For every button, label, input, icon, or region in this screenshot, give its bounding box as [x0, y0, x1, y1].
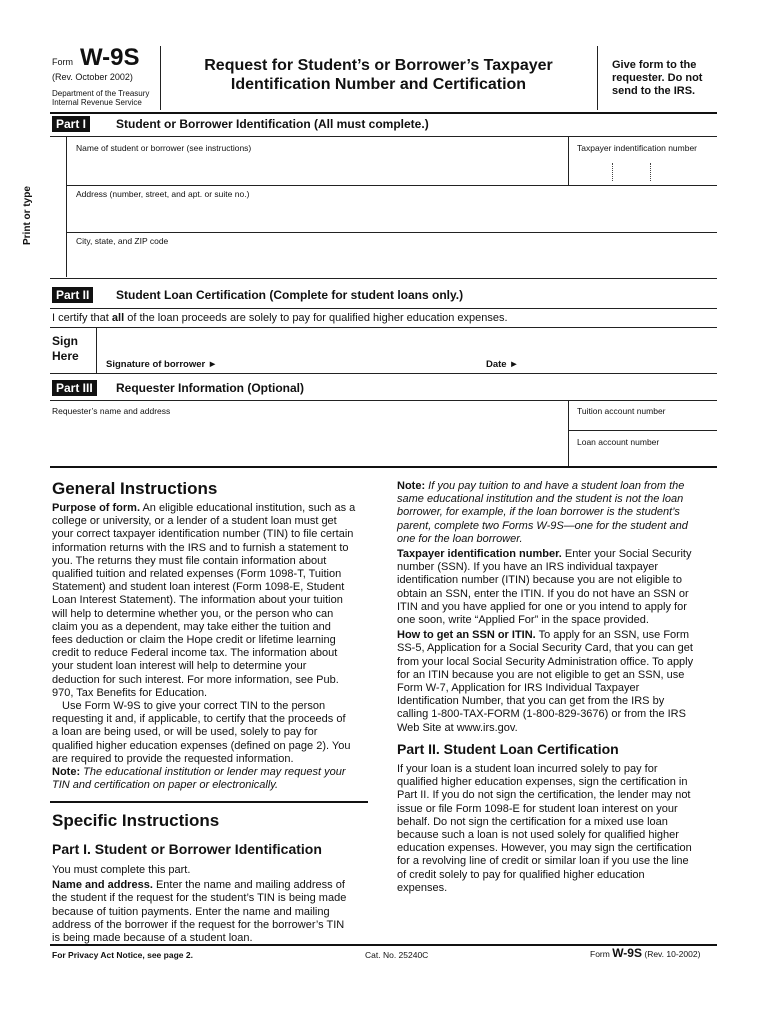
purpose-line: will help to determine whether you, or the person who can [52, 607, 334, 620]
must-complete-text: You must complete this part. [52, 864, 191, 876]
name-line: Enter the name and mailing address of [155, 879, 345, 892]
specific-instructions-heading: Specific Instructions [52, 811, 220, 830]
form-title [160, 56, 597, 94]
purpose-line: deduction for such interest. For more information, see Pub. [52, 673, 339, 686]
part-1-instructions-heading: Part I. Student or Borrower Identification [52, 841, 322, 857]
right-note-line: same educational institution and the student is not the loan [397, 493, 684, 506]
title-line-2: Identification Number and Certification [230, 76, 527, 93]
date-label: Date ► [486, 359, 519, 370]
give-form-note [612, 59, 702, 98]
sign-here-label [52, 334, 79, 364]
ssn-line: Form W-7, Application for IRS Individual Taxpayer [397, 682, 640, 695]
ssn-line: calling 1-800-TAX-FORM (1-800-829-3676) or from the IRS [397, 708, 686, 721]
purpose-line: credit to reduce Federal income tax. The information about [52, 647, 338, 660]
purpose-lead: Purpose of form. [52, 502, 141, 514]
tin-line: obtain an SSN, enter the ITIN. If you do not have an SSN or [397, 587, 689, 600]
purpose-line: claim you as a dependent, may take either the tuition and [52, 620, 331, 633]
purpose-line: your student loan interest will help to determine your [52, 660, 307, 673]
form-word: Form [52, 57, 73, 67]
specific-instructions-text [52, 864, 372, 945]
purpose-line: college or university, or a lender of a student loan must get [52, 515, 337, 528]
right-note-line: parent, complete two Forms W-9S—one for the student and [397, 519, 688, 532]
loan-certification-text [397, 763, 717, 895]
note-line: The educational institution or lender may request your [83, 766, 346, 779]
part-3-title: Requester Information (Optional) [116, 381, 305, 395]
purpose-of-form [52, 502, 372, 792]
name-line: because of tuition payments. Enter the name and mailing [52, 905, 330, 918]
part-2-title: Student Loan Certification (Complete for student loans only.) [116, 288, 464, 302]
here-word: Here [52, 349, 79, 363]
part-1-title: Student or Borrower Identification (All must complete.) [116, 117, 429, 131]
give-form-line-1: Give form to the [612, 59, 697, 71]
right-note-line: one for the loan borrower. [397, 532, 523, 545]
requester-label: Requester’s name and address [52, 406, 171, 416]
ssn-line: Identification Number, that you can get from the IRS by [397, 695, 665, 708]
title-line-1: Request for Student’s or Borrower’s Taxpayer [204, 57, 553, 74]
loan-line: issue or file Form 1098-E for student loan interest on your [397, 802, 678, 815]
purpose-line: Loan Interest Statement). The information about your tuition [52, 594, 343, 607]
privacy-notice: For Privacy Act Notice, see page 2. [52, 950, 193, 960]
ssn-line: Web Site at www.irs.gov. [397, 721, 518, 734]
loan-account-label: Loan account number [577, 437, 660, 447]
tin-line: identification number (ITIN) because you are not eligible to [397, 574, 682, 587]
use-line: are required to provide the requested information. [52, 752, 294, 765]
loan-line: of credit solely to pay for qualified higher education [397, 868, 645, 881]
name-line: is being made because of a student loan. [52, 932, 253, 945]
part-3-label: Part III [52, 380, 97, 396]
purpose-line: fees deduction or claim the Hope credit or lifetime learning [52, 634, 336, 647]
give-form-line-3: send to the IRS. [612, 85, 696, 97]
print-or-type-label: Print or type [22, 186, 33, 245]
name-line: the student if the request for the student’s TIN is being made [52, 892, 347, 905]
purpose-line: Statement) and student loan interest (Form 1098-E, Student [52, 581, 345, 594]
requester-name-address-field[interactable] [52, 418, 566, 464]
footer-form-number: W-9S [612, 946, 642, 960]
department: Department of the Treasury [52, 89, 150, 98]
tin-instructions-lead: Taxpayer identification number. [397, 548, 562, 561]
certify-prefix: I certify that [52, 312, 112, 324]
tuition-account-field[interactable] [570, 417, 716, 429]
name-address-lead: Name and address. [52, 879, 153, 892]
purpose-line: you. The returns they must file contain information about [52, 554, 327, 567]
footer-revision: (Rev. 10-2002) [644, 949, 701, 959]
ssn-line: SS-5, Application for a Social Security Card, that you can get [397, 642, 693, 655]
revision-date: (Rev. October 2002) [52, 72, 133, 82]
part-2-instructions-heading: Part II. Student Loan Certification [397, 741, 619, 757]
right-column-text [397, 480, 717, 735]
use-line: requesting it and, if applicable, to certify that the proceeds of [52, 713, 346, 726]
loan-line: for a revolving line of credit or similar loan if you use the line [397, 855, 689, 868]
use-line: qualified higher education expenses (defined on page 2). You [52, 739, 351, 752]
give-form-line-2: requester. Do not [612, 72, 703, 84]
loan-line: If your loan is a student loan incurred solely to pay for [397, 763, 658, 775]
right-note-line: If you pay tuition to and have a student loan from the [428, 480, 685, 492]
certify-bold: all [111, 312, 125, 324]
certification-statement [52, 312, 508, 324]
tin-line: Enter your Social Security [564, 548, 692, 561]
tuition-account-label: Tuition account number [577, 406, 666, 416]
tin-line: ITIN and you have applied for one or you intend to apply for [397, 600, 687, 613]
sign-word: Sign [52, 334, 78, 348]
loan-line: qualified higher education expenses, sign the certification in [397, 776, 688, 789]
purpose-line: information returns with the IRS and to furnish a statement to [52, 541, 349, 554]
part-1-label: Part I [52, 116, 90, 132]
form-number: W-9S [80, 44, 140, 71]
note-lead: Note: [52, 766, 81, 779]
address-label: Address (number, street, and apt. or suite no.) [76, 189, 250, 199]
ssn-line: from your local Social Security Administration office. To apply [397, 655, 694, 668]
catalog-number: Cat. No. 25240C [365, 950, 429, 960]
purpose-line: An eligible educational institution, such as a [142, 502, 356, 514]
ssn-lead: How to get an SSN or ITIN. [397, 629, 536, 642]
city-label: City, state, and ZIP code [76, 236, 169, 246]
service: Internal Revenue Service [52, 98, 142, 107]
use-line: a loan are being used, or will be used, solely to pay for [52, 726, 318, 739]
tin-line: number (SSN). If you have an IRS individual taxpayer [397, 561, 659, 574]
certify-suffix: of the loan proceeds are solely to pay for qualified higher education expenses. [124, 312, 508, 324]
footer-form-word: Form [590, 949, 610, 959]
part-2-label: Part II [52, 287, 93, 303]
loan-line: behalf. Do not sign the certification for a mixed use loan [397, 815, 668, 828]
name-line: address of the borrower if the request for the borrower’s TIN [52, 918, 345, 931]
use-line: Use Form W-9S to give your correct TIN to the person [62, 700, 326, 713]
tin-field[interactable] [570, 155, 716, 185]
purpose-line: qualified tuition and related expenses (Form 1098-T, Tuition [52, 568, 342, 581]
loan-line: Part II. If you do not sign the certification, the lender may not [397, 789, 691, 802]
tin-line: one soon, write “Applied For” in the space provided. [397, 614, 649, 627]
purpose-line: your correct taxpayer identification number (TIN) to file certain [52, 528, 354, 541]
general-instructions-heading: General Instructions [52, 479, 218, 498]
signature-label: Signature of borrower ► [106, 359, 218, 370]
address-field[interactable] [68, 200, 716, 230]
loan-line: because such a loan is not used solely for qualified higher [397, 829, 679, 842]
footer-form-id [590, 946, 700, 960]
right-note-lead: Note: [397, 480, 426, 492]
ssn-line: To apply for an SSN, use Form [538, 629, 689, 642]
name-field[interactable] [68, 155, 566, 183]
tin-label: Taxpayer indentification number [577, 143, 698, 153]
right-note-line: borrower, for example, if the loan borrower is the student’s [397, 506, 680, 519]
loan-line: education expenses. However, you may sign the certification [397, 842, 692, 855]
name-label: Name of student or borrower (see instructions) [76, 143, 252, 153]
loan-line: expenses. [397, 881, 448, 894]
city-state-zip-field[interactable] [68, 247, 716, 275]
ssn-line: for an ITIN because you are not eligible to get an SSN, use [397, 668, 685, 681]
note-line: TIN and certification on paper or electronically. [52, 779, 279, 792]
loan-account-field[interactable] [570, 448, 716, 464]
purpose-line: 970, Tax Benefits for Education. [52, 686, 208, 699]
